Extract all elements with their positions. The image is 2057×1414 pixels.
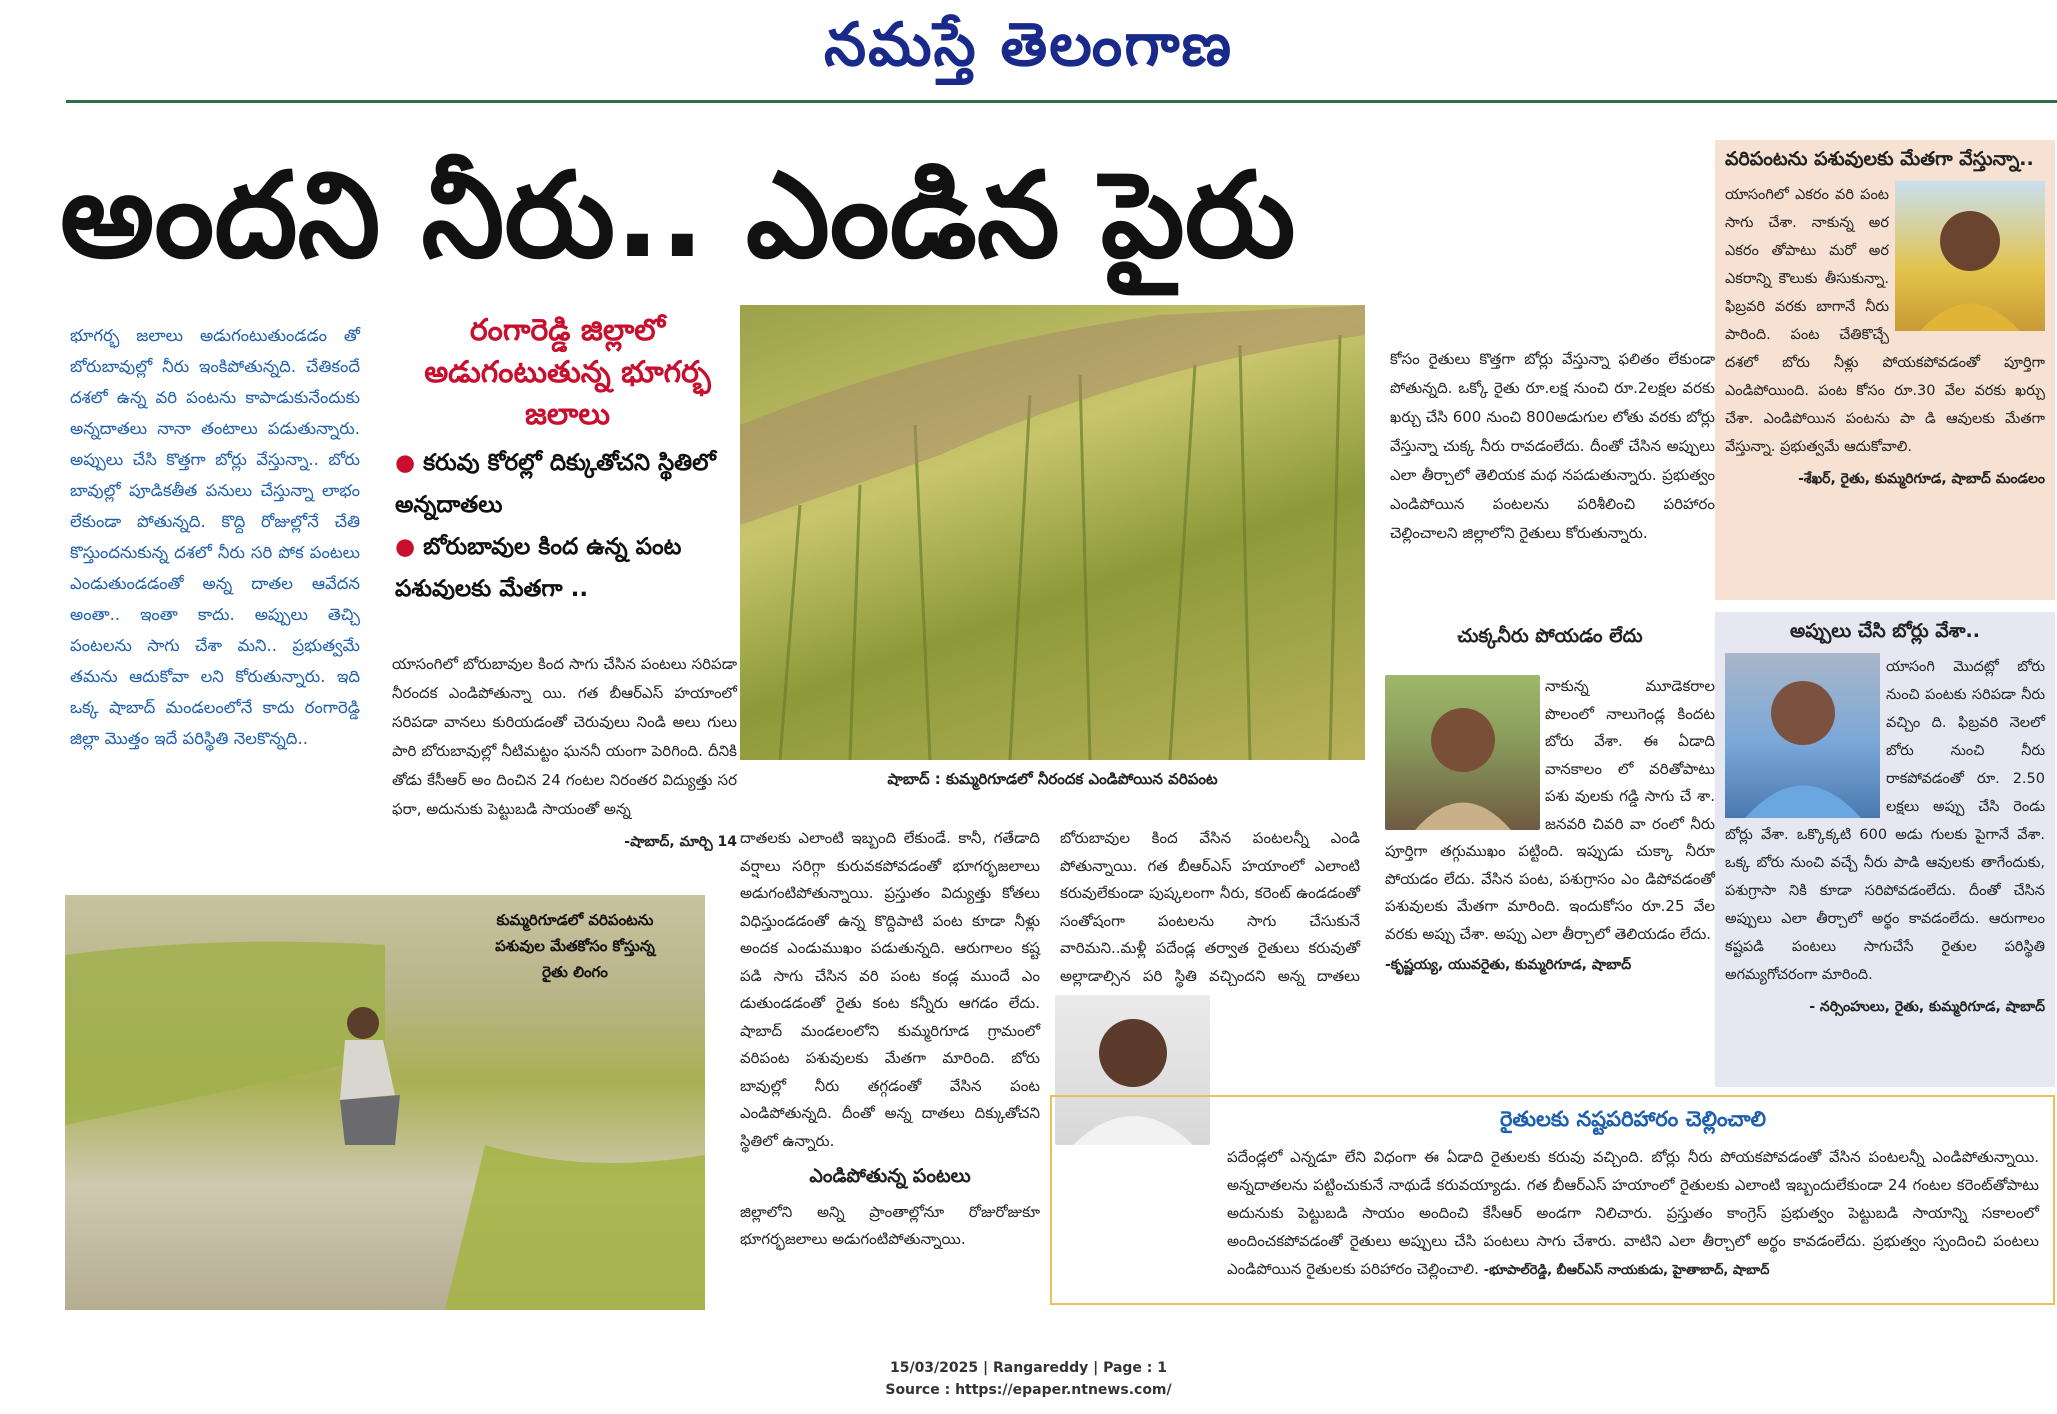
- quote3-title: అప్పులు చేసి బోర్లు వేశా..: [1789, 620, 1980, 642]
- col3-subhead: ఎండిపోతున్న పంటలు: [809, 1165, 971, 1187]
- col5: కోసం రైతులు కొత్తగా బోర్లు వేస్తున్నా ఫలితం లేకుండా పోతున్నది. ఒక్కో రైతు రూ.లక్ష నుంచి రూ.2లక్షల వరకు ఖర్చు చేసి 600 నుంచి 800అడుగుల లోతు వరకు బోర్లు వేస్తున్నా చుక్క నీరు రావడంలేదు. దీంతో చేసిన అప్పులు ఎలా తీర్చాలో తెలియక మథ నపడుతున్నారు. ప్రభుత్వం ఎండిపోయిన పంటలను పరిశీలించి పరిహారం చెల్లించాలని జిల్లాలోని రైతులు కోరుతున్నారు.: [1390, 350, 1715, 542]
- box-text: పదేండ్లలో ఎన్నడూ లేని విధంగా ఈ ఏడాది రైతులకు కరువు వచ్చింది. బోర్లు నీరు పోయకపోవడంతో వేసిన పంటలన్నీ ఎండిపోతున్నాయి. అన్నదాతలను పట్టించుకునే నాథుడే కరువయ్యాడు. గత బీఆర్‌ఎస్ హయాంలో రైతులకు ఎలాంటి ఇబ్బందులేకుండా 24 గంటల కరెంట్‌తోపాటు అదునుకు పెట్టుబడి సాయం అందించి కేసీఆర్ అండగా నిలిచారు. ప్రస్తుతం కాంగ్రెస్ ప్రభుత్వం పెట్టుబడి సాయాన్ని సకాలంలో అందించకపోవడంతో రైతులు అప్పులు చేసి పంటలు సాగు చేశారు. వాటిని ఎలా తీర్చాలో అర్థం కావడంలేదు. ప్రభుత్వం స్పందించి పంటలు ఎండిపోయిన రైతులకు పరిహారం చెల్లించాలి. -భూపాల్‌రెడ్డి, బీఆర్‌ఎస్ నాయకుడు, హైతాబాద్, షాబాద్: [1227, 1148, 2039, 1278]
- masthead-logo: నమస్తే తెలంగాణ: [823, 10, 1234, 80]
- headline: అందని నీరు.. ఎండిన పైరు: [60, 146, 1296, 284]
- deck-kicker: రంగారెడ్డి జిల్లాలో అడుగంటుతున్న భూగర్భ జలాలు: [424, 313, 711, 432]
- col4: బోరుబావుల కింద వేసిన పంటలన్నీ ఎండి పోతున్నాయి. గత బీఆర్‌ఎస్ హయాంలో ఎలాంటి కరువులేకుండా పుష్కలంగా నీరు, కరెంట్ ఉండడంతో సంతోషంగా పంటలను సాగు చేసుకునే వారిమని..మళ్లీ పదేండ్ల తర్వాత రైతులు కరువుతో అల్లాడాల్సిన పరి స్థితి వచ్చిందని అన్న దాతలు: [1060, 829, 1360, 985]
- deck: [395, 310, 740, 650]
- portrait-icon: [1895, 181, 2045, 331]
- quote3-byline: - నర్సింహులు, రైతు, కుమ్మరిగూడ, షాబాద్: [1809, 999, 2045, 1015]
- footer-source: Source : https://epaper.ntnews.com/: [885, 1382, 1172, 1398]
- col3: [740, 825, 1040, 1345]
- bullet-dot-icon: ●: [395, 534, 424, 560]
- farmer-photo-caption: కుమ్మరిగూడలో వరిపంటను పశువుల మేతకోసం కోస్తున్న రైతు లింగం: [495, 911, 655, 981]
- quote2-title: వరిపంటను పశువులకు మేతగా వేస్తున్నా..: [1725, 148, 2034, 170]
- main-photo: [740, 305, 1365, 760]
- float-spacer: [1385, 673, 1545, 833]
- rice-field-illustration: [740, 305, 1365, 760]
- box-byline: -భూపాల్‌రెడ్డి, బీఆర్‌ఎస్ నాయకుడు, హైతాబాద్, షాబాద్: [1483, 1263, 1770, 1278]
- box-title: రైతులకు నష్టపరిహారం చెల్లించాలి: [1499, 1107, 1767, 1131]
- quote1-title: చుక్కనీరు పోయడం లేదు: [1457, 625, 1643, 647]
- farmer-photo: [65, 895, 705, 1310]
- quote1-byline: -కృష్ణయ్య, యువరైతు, కుమ్మరిగూడ, షాబాద్: [1385, 957, 1632, 973]
- lead-col2: [392, 650, 737, 850]
- deck-bullet: ● కరువు కోరల్లో దిక్కుతోచని స్థితిలో అన్నదాతలు: [395, 450, 716, 518]
- quote2-text: యాసంగిలో ఎకరం వరి పంట సాగు చేశా. నాకున్న అర ఎకరం తోపాటు మరో అర ఎకరాన్ని కౌలుకు తీసుకున్నా. ఫిబ్రవరి వరకు బాగానే నీరు పారింది. పంట చేతికొచ్చే దశలో బోరు నీళ్లు పోయకపోవడంతో పూర్తిగా ఎండిపోయింది. పంట కోసం రూ.30 వేల వరకు ఖర్చు చేశా. ఎండిపోయిన పంటను పా డి ఆవులకు మేతగా వేస్తున్నా. ప్రభుత్వమే ఆదుకోవాలి. -శేఖర్, రైతు, కుమ్మరిగూడ, షాబాద్ మండలం: [1725, 181, 2045, 493]
- lead-text: భూగర్భ జలాలు అడుగంటుతుండడం తో బోరుబావుల్లో నీరు ఇంకిపోతున్నది. చేతికందే దశలో ఉన్న వరి పంటను కాపాడుకునేందుకు అన్నదాతలు నానా తంటాలు పడుతున్నారు. అప్పులు చేసి కొత్తగా బోర్లు వేస్తున్నా.. బోరు బావుల్లో పూడికతీత పనులు చేస్తున్నా లాభం లేకుండా పోతున్నది. కొద్ది రోజుల్లోనే చేతి కొస్తుందనుకున్న దశలో నీరు సరి పోక పంటలు ఎండుతుండడంతో అన్న దాతల ఆవేదన అంతా.. ఇంతా కాదు. అప్పులు తెచ్చి పంటలను సాగు చేశా మని.. ప్రభుత్వమే తమను ఆదుకోవా లని కోరుతున్నారు. ఇది ఒక్క షాబాద్ మండలంలోనే కాదు రంగారెడ్డి జిల్లా మొత్తం ఇదే పరిస్థితి నెలకొన్నది..: [70, 326, 360, 748]
- portrait-narsimhulu: [1725, 653, 1880, 818]
- main-photo-caption: షాబాద్ : కుమ్మరిగూడలో నీరందక ఎండిపోయిన వరిపంట: [887, 770, 1218, 788]
- portrait-icon: [1725, 653, 1880, 818]
- footer-line1: 15/03/2025 | Rangareddy | Page : 1: [889, 1360, 1168, 1376]
- quote2-byline: -శేఖర్, రైతు, కుమ్మరిగూడ, షాబాద్ మండలం: [1798, 471, 2045, 487]
- quote-shekhar: [1715, 140, 2055, 600]
- quote-krishnaiah: [1385, 625, 1715, 1055]
- bullet-dot-icon: ●: [395, 450, 424, 476]
- quote3-text: యాసంగి మొదట్లో బోరు నుంచి పంటకు సరిపడా నీరు వచ్చిం ది. ఫిబ్రవరి నెలలో బోరు నుంచి నీరు రాకపోవడంతో రూ. 2.50 లక్షలు అప్పు చేసి రెండు బోర్లు వేశా. ఒక్కొక్కటి 600 అడు గులకు పైగానే వేశా. ఒక్క బోరు నుంచి వచ్చే నీరు పాడి ఆవులకు తాగేందుకు, పశుగ్రాసా నికి కూడా సరిపోవడంలేదు. దీంతో చేసిన అప్పులు ఎలా తీర్చాలో అర్థం కావడంలేదు. ఆరుగాలం కష్టపడి పంటలు సాగుచేసే రైతుల పరిస్థితి అగమ్యగోచరంగా మారింది. - నర్సింహులు, రైతు, కుమ్మరిగూడ, షాబాద్: [1725, 653, 2045, 1021]
- masthead: [0, 0, 2057, 100]
- quote-narsimhulu: [1715, 612, 2055, 1087]
- deck-bullet: ● బోరుబావుల కింద ఉన్న పంట పశువులకు మేతగా ..: [395, 534, 682, 602]
- col3-text: దాతలకు ఎలాంటి ఇబ్బంది లేకుండే. కానీ, గతేడాది వర్షాలు సరిగ్గా కురువకపోవడంతో భూగర్భజలాలు అడుగంటిపోతున్నాయి. ప్రస్తుతం విద్యుత్తు కోతలు విధిస్తుండడంతో ఉన్న కొద్దిపాటి పంట కూడా నీళ్లు అందక ఎండుముఖం పడుతున్నది. ఆరుగాలం కష్ట పడి సాగు చేసిన వరి పంట కండ్ల ముందే ఎం డుతుండడంతో రైతు కంట కన్నీరు ఆగడం లేదు. షాబాద్ మండలంలోని కుమ్మరిగూడ గ్రామంలో వరిపంట పశువులకు మేతగా మారింది. బోరు బావుల్లో నీరు తగ్గడంతో వేసిన పంట ఎండిపోతున్నది. దీంతో అన్న దాతలు దిక్కుతోచని స్థితిలో ఉన్నారు.: [740, 829, 1040, 1150]
- dateline: -షాబాద్, మార్చి 14: [624, 834, 737, 850]
- masthead-divider: [66, 100, 2057, 103]
- bhupal-reddy-box: [1050, 1095, 2055, 1305]
- lead-col2-text: యాసంగిలో బోరుబావుల కింద సాగు చేసిన పంటలు సరిపడా నీరందక ఎండిపోతున్నా యి. గత బీఆర్‌ఎస్ హయాంలో సరిపడా వానలు కురియడంతో చెరువులు నిండి అలు గులు పారి బోరుబావుల్లో నీటిమట్టం ఘననీ యంగా పెరిగింది. దీనికి తోడు కేసీఆర్ అం దించిన 24 గంటల నిరంతర విద్యుత్తు సర ఫరా, అదునుకు పెట్టుబడి సాయంతో అన్న: [392, 655, 737, 818]
- col3-tail-text: జిల్లాలోని అన్ని ప్రాంతాల్లోనూ రోజురోజుకూ భూగర్భజలాలు అడుగంటిపోతున్నాయి.: [740, 1202, 1040, 1248]
- portrait-shekhar: [1895, 181, 2045, 331]
- quote1-text: నాకున్న మూడెకరాల పొలంలో నాలుగెండ్ల కిందట బోరు వేశా. ఈ ఏడాది వానకాలం లో వరితోపాటు పశు వులకు గడ్డి సాగు చే శా. జనవరి చివరి వా రంలో నీరు పూర్తిగా తగ్గుముఖం పట్టింది. ఇప్పుడు చుక్కా నీరూ పోయడం లేదు. వేసిన పంట, పశుగ్రాసం ఎం డిపోవడంతో పశువులకు మేతగా మారింది. ఇందుకోసం రూ.25 వేల వరకు అప్పు చేశా. అప్పు ఎలా తీర్చాలో తెలియడం లేదు. -కృష్ణయ్య, యువరైతు, కుమ్మరిగూడ, షాబాద్: [1385, 673, 1715, 980]
